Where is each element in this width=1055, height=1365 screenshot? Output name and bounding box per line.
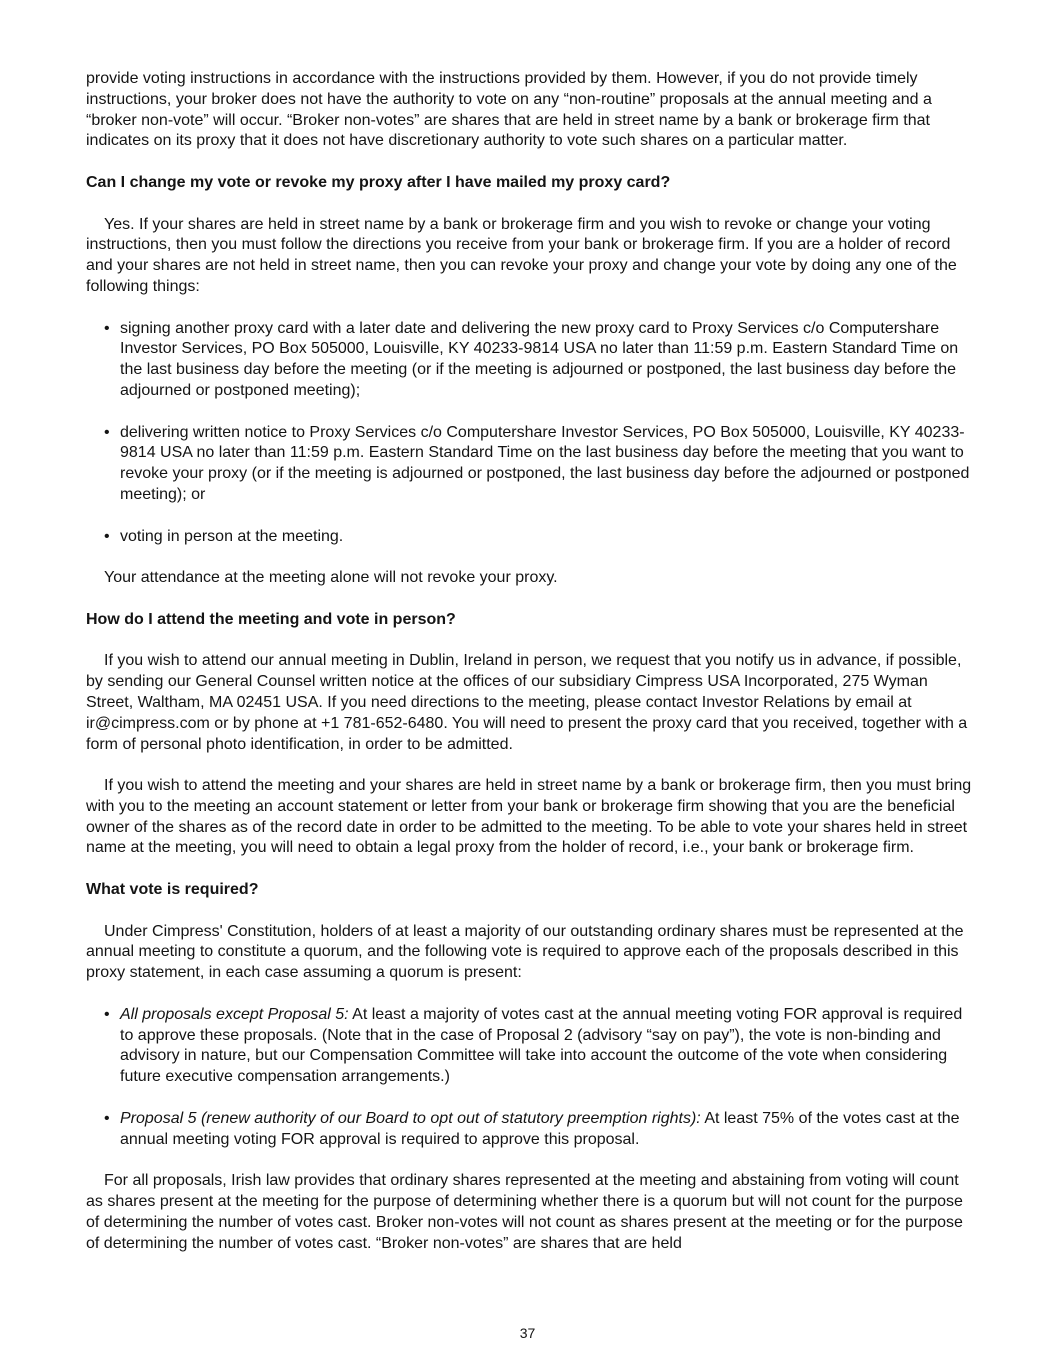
change-vote-paragraph: Yes. If your shares are held in street name by a bank or brokerage firm and you wish to revoke or change your voting instructions, then you must follow the directions you receive from your bank or brokerage firm. If you are a holder of record and your shares are not held in street name, then you can revoke your proxy and change your vote by doing any one of the following things: [86,215,957,295]
list-item: • delivering written notice to Proxy Services c/o Computershare Investor Services, PO Box 505000, Louisville, KY 40233-9814 USA no later than 11:59 p.m. Eastern Standard Time on the last business day before the meeting that you want to revoke your proxy (or if the meeting is adjourned or postponed, the last business day before the adjourned or postponed meeting); or [86,423,975,506]
attend-paragraph-2: If you wish to attend the meeting and your shares are held in street name by a bank or brokerage firm, then you must bring with you to the meeting an account statement or letter from your bank or brokerage firm showing that you are the beneficial owner of the shares as of the record date in order to be admitted to the meeting. To be able to vote your shares held in street name at the meeting, you will need to obtain a legal proxy from the holder of record, i.e., your bank or brokerage firm. [86,777,972,857]
section-heading-change-vote: Can I change my vote or revoke my proxy after I have mailed my proxy card? [86,173,671,191]
proposal-lead: Proposal 5 (renew authority of our Board to opt out of statutory preemption rights): [120,1109,701,1127]
list-item: • voting in person at the meeting. [86,527,975,548]
intro-paragraph: provide voting instructions in accordance with the instructions provided by them. However, if you do not provide timely instructions, your broker does not have the authority to vote on any “non-routine” proposals at the annual meeting and a “broker non-vote” will occur. “Broker non-votes” are shares that are held in street name by a bank or brokerage firm that indicates on its proxy that it does not have discretionary authority to vote such shares on a particular matter. [86,70,932,150]
vote-requirements-list [86,1005,975,1151]
list-item: • signing another proxy card with a later date and delivering the new proxy card to Proxy Services c/o Computershare Investor Services, PO Box 505000, Louisville, KY 40233-9814 USA no later than 11:59 p.m. Eastern Standard Time on the last business day before the meeting (or if the meeting is adjourned or postponed, the last business day before the adjourned or postponed meeting); [86,319,975,402]
attend-paragraph-1: If you wish to attend our annual meeting in Dublin, Ireland in person, we request that you notify us in advance, if possible, by sending our General Counsel written notice at the offices of our subsidiary Cimpress USA Incorporated, 275 Wyman Street, Waltham, MA 02451 USA. If you need directions to the meeting, please contact Investor Relations by email at ir@cimpress.com or by phone at +1 781-652-6480. You will need to present the proxy card that you received, together with a form of personal photo identification, in order to be admitted. [86,652,968,753]
attendance-note: Your attendance at the meeting alone will not revoke your proxy. [104,569,558,587]
list-item [86,1109,975,1151]
list-item [86,1005,975,1088]
proposal-text: At least 75% of the votes cast at the annual meeting voting FOR approval is required to approve this proposal. [120,1109,960,1148]
section-heading-vote-required: What vote is required? [86,881,259,899]
revoke-options-list [86,319,975,548]
section-heading-attend: How do I attend the meeting and vote in person? [86,610,456,628]
abstention-paragraph: For all proposals, Irish law provides that ordinary shares represented at the meeting and abstaining from voting will count as shares present at the meeting for the purpose of determining whether there is a quorum but will not count for the purpose of determining the number of votes cast. Broker non-votes will not count as shares present at the meeting or for the purpose of determining the number of votes cast. “Broker non-votes” are shares that are held [86,1172,963,1252]
page-number: 37 [519,1325,536,1341]
vote-required-paragraph: Under Cimpress' Constitution, holders of at least a majority of our outstanding ordinary shares must be represented at the annual meeting to constitute a quorum, and the following vote is required to approve each of the proposals described in this proxy statement, in each case assuming a quorum is present: [86,922,964,982]
proposal-lead: All proposals except Proposal 5: [120,1005,349,1023]
proposal-text: At least a majority of votes cast at the annual meeting voting FOR approval is required to approve these proposals. (Note that in the case of Proposal 2 (advisory “say on pay”), the vote is non-binding and advisory in nature, but our Compensation Committee will take into account the outcome of the vote when considering future executive compensation arrangements.) [120,1005,963,1086]
